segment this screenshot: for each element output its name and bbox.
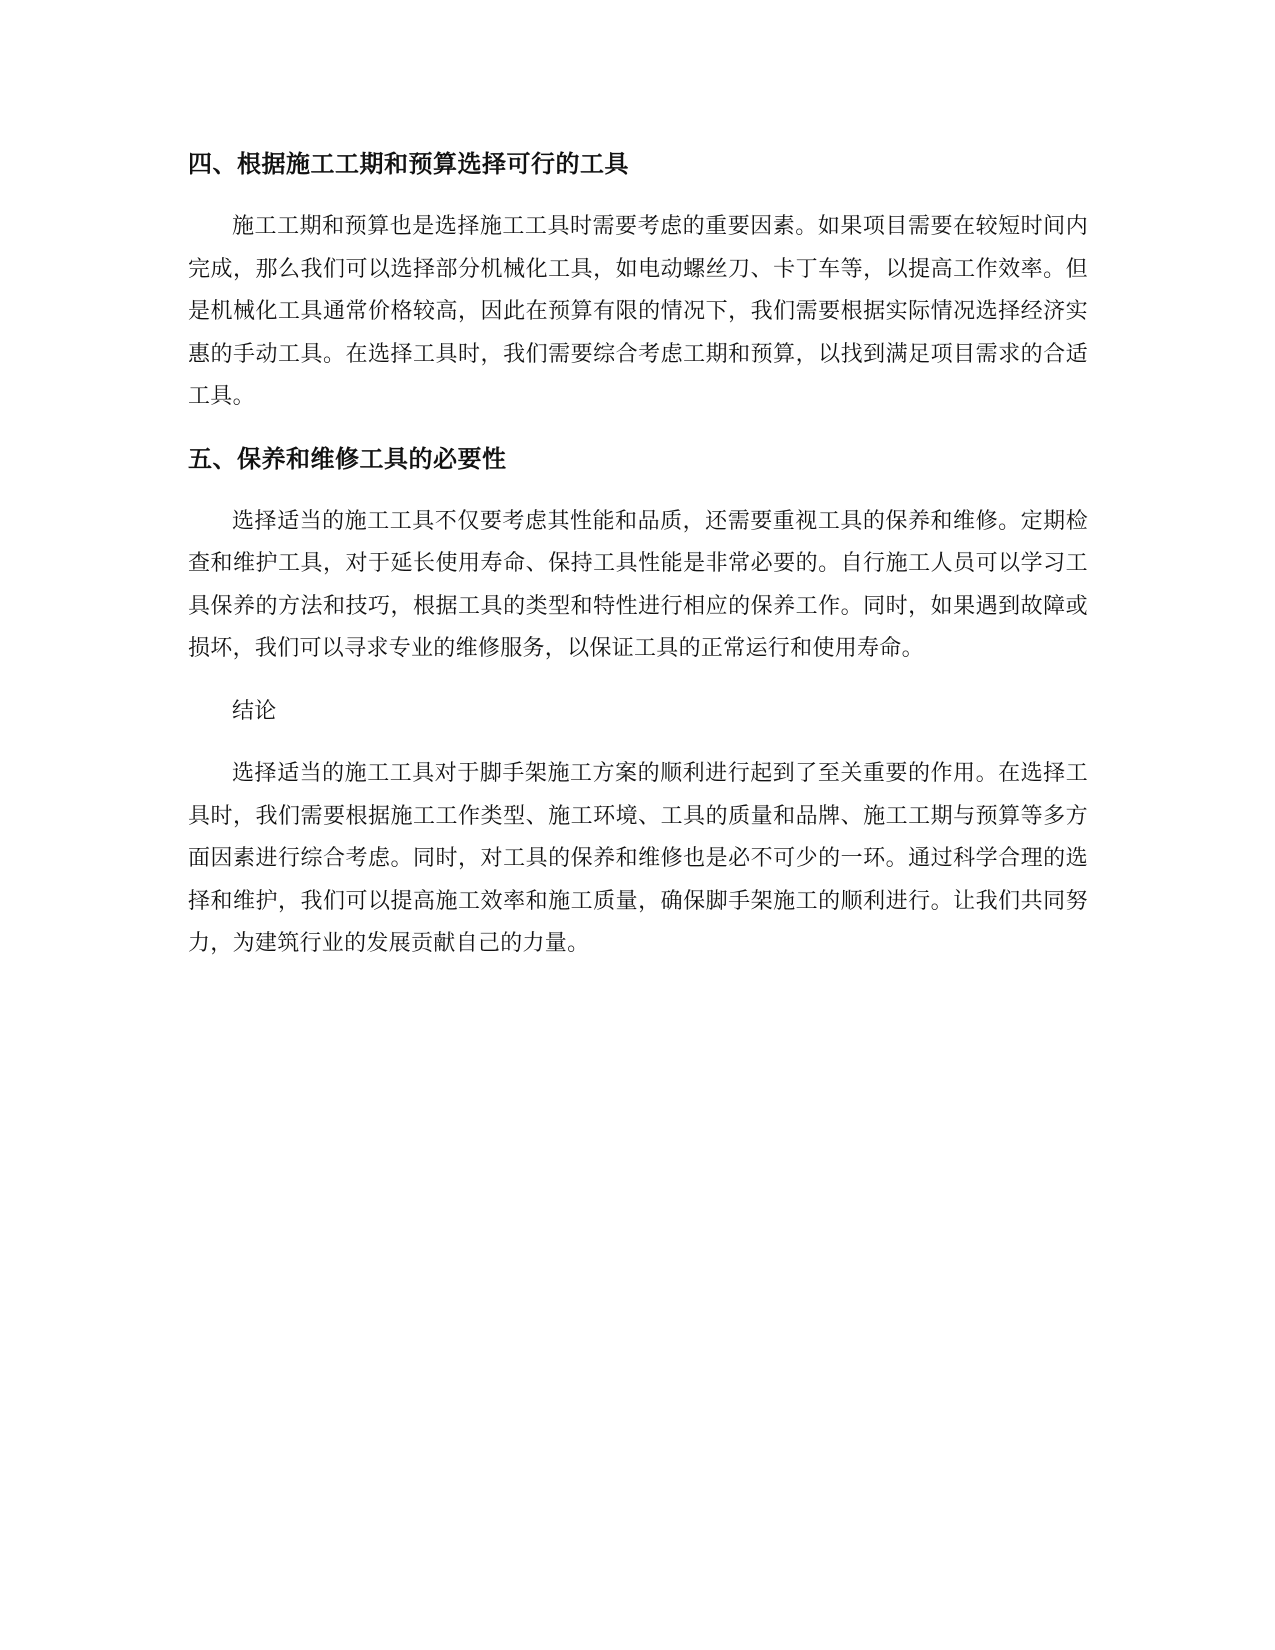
conclusion-paragraph: 选择适当的施工工具对于脚手架施工方案的顺利进行起到了至关重要的作用。在选择工具时，我们需要根据施工工作类型、施工环境、工具的质量和品牌、施工工期与预算等多方面因素进行综合考虑。同时，对工具的保养和维修也是必不可少的一环。通过科学合理的选择和维护，我们可以提高施工效率和施工质量，确保脚手架施工的顺利进行。让我们共同努力，为建筑行业的发展贡献自己的力量。 xyxy=(188,761,1088,956)
section-paragraph-5: 选择适当的施工工具不仅要考虑其性能和品质，还需要重视工具的保养和维修。定期检查和维护工具，对于延长使用寿命、保持工具性能是非常必要的。自行施工人员可以学习工具保养的方法和技巧，根据工具的类型和特性进行相应的保养工作。同时，如果遇到故障或损坏，我们可以寻求专业的维修服务，以保证工具的正常运行和使用寿命。 xyxy=(188,508,1088,661)
document-page xyxy=(188,142,1088,966)
section-heading-4: 四、根据施工工期和预算选择可行的工具 xyxy=(188,150,629,178)
section-heading-5: 五、保养和维修工具的必要性 xyxy=(188,444,507,473)
conclusion-label: 结论 xyxy=(232,698,277,724)
section-paragraph-4: 施工工期和预算也是选择施工工具时需要考虑的重要因素。如果项目需要在较短时间内完成，那么我们可以选择部分机械化工具，如电动螺丝刀、卡丁车等，以提高工作效率。但是机械化工具通常价格较高，因此在预算有限的情况下，我们需要根据实际情况选择经济实惠的手动工具。在选择工具时，我们需要综合考虑工期和预算，以找到满足项目需求的合适工具。 xyxy=(188,214,1088,409)
